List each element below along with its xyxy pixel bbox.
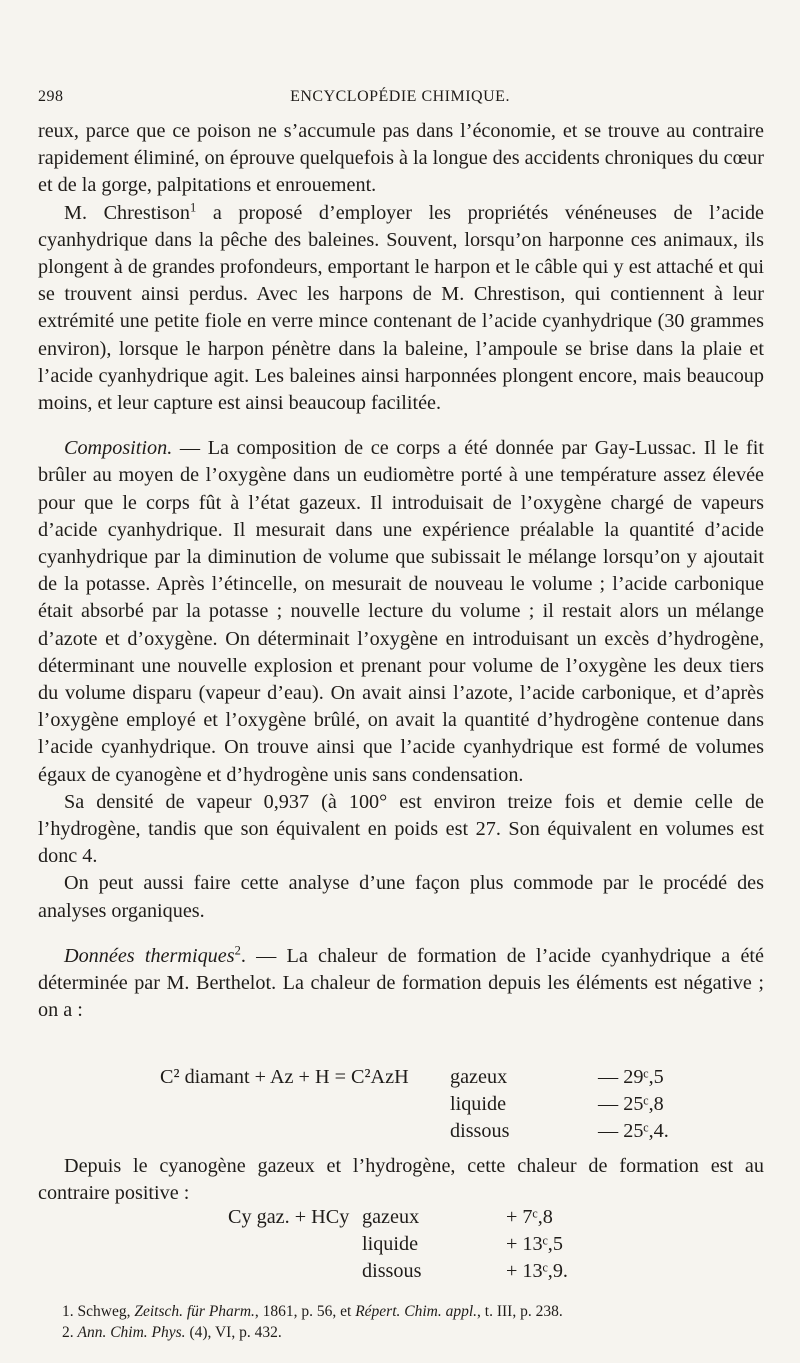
footnote-journal: Répert. Chim. appl. <box>355 1303 478 1320</box>
equation-state: gazeux <box>450 1066 508 1088</box>
running-title: ENCYCLOPÉDIE CHIMIQUE. <box>290 88 510 105</box>
footnote-text: Schweg, <box>77 1303 135 1320</box>
paragraph-densite: Sa densité de vapeur 0,937 (à 100° est environ treize fois et demie celle de l’hydrogène, tandis que son équivalent en poids est 27. Son équivalent en volumes est donc 4. <box>38 790 764 868</box>
footnote <box>62 1322 762 1343</box>
body-text <box>38 118 764 1025</box>
paragraph-text: — La composition de ce corps a été donnée par Gay-Lussac. Il le fit brûler au moyen de l’oxygène dans un eudiomètre porté à une température assez élevée pour que le corps fût à l’état gazeux. Il introduisait de l’oxygène chargé de vapeurs d’acide cyanhydrique. Il mesurait dans une expérience préalable la quantité d’acide cyanhydrique par la diminution de volume que subissait le mélange lorsqu’on y ajoutait de la potasse. Après l’étincelle, on mesurait de nouveau le volume ; l’acide carbonique était absorbé par la potasse ; nouvelle lecture du volume ; il restait alors un mélange d’azote et d’oxygène. On déterminait l’oxygène en introduisant un excès d’hydrogène, déterminant une nouvelle explosion et prenant pour volume de l’oxygène les deux tiers du volume disparu (vapeur d’eau). On avait ainsi l’azote, l’acide carbonique, et d’après l’oxygène employé et l’oxygène brûlé, on avait la quantité d’hydrogène contenue dans l’acide cyanhydrique. On trouve ainsi que l’acide cyanhydrique est formé de volumes égaux de cyanogène et d’hydrogène unis sans condensation. <box>38 437 764 786</box>
equation-value: — 29ᶜ,5 <box>598 1066 664 1088</box>
equation-state: dissous <box>450 1120 510 1142</box>
footnote-text: (4), VI, p. 432. <box>185 1324 282 1341</box>
section-heading-thermiques: Données thermiques <box>64 944 235 967</box>
paragraph-lead: M. Chrestison <box>64 201 190 224</box>
footnote-ref-2: 2 <box>234 943 241 958</box>
equation-value: + 13ᶜ,5 <box>506 1233 563 1255</box>
equation-state: dissous <box>362 1260 422 1282</box>
footnote-number: 2. <box>62 1324 74 1341</box>
equation-lhs: Cy gaz. + HCy <box>228 1206 350 1228</box>
page-number: 298 <box>38 88 64 105</box>
paragraph-composition <box>38 435 764 789</box>
footnote-text: , t. III, p. 238. <box>477 1303 563 1320</box>
equation-row <box>38 1233 764 1260</box>
page-header <box>38 88 762 114</box>
equation-value: — 25ᶜ,8 <box>598 1093 664 1115</box>
paragraph-thermiques <box>38 943 764 1025</box>
footnotes <box>62 1301 762 1343</box>
paragraph-continuation: reux, parce que ce poison ne s’accumule pas dans l’économie, et se trouve au contraire rapidement éliminé, on éprouve quelquefois à la longue des accidents chroniques du cœur et de la gorge, palpitations et enrouement. <box>38 120 764 197</box>
paragraph-chrestison <box>38 200 764 418</box>
equation-value: + 7ᶜ,8 <box>506 1206 553 1228</box>
footnote-text: , 1861, p. 56, et <box>254 1303 356 1320</box>
equation-state: liquide <box>362 1233 419 1255</box>
equation-value: + 13ᶜ,9. <box>506 1260 568 1282</box>
equation-row <box>38 1206 764 1233</box>
footnote-journal: Zeitsch. für Pharm. <box>134 1303 255 1320</box>
footnote-number: 1. <box>62 1303 74 1320</box>
paragraph-text: a proposé d’employer les propriétés vénéneuses de l’acide cyanhydrique dans la pêche des baleines. Souvent, lorsqu’on harponne ces animaux, ils plongent à de grandes profondeurs, emportant le harpon et le câble qui y est attaché et qui se trouvent ainsi perdus. Avec les harpons de M. Chrestison, qui contiennent à leur extrémité une petite fiole en verre mince contenant de l’acide cyanhydrique (30 grammes environ), lorsque le harpon pénètre dans la baleine, l’ampoule se brise dans la plaie et l’acide cyanhydrique agit. Les baleines ainsi harponnées plongent encore, mais beaucoup moins, et leur capture est ainsi beaucoup facilitée. <box>38 201 765 415</box>
paragraph-positive: Depuis le cyanogène gazeux et l’hydrogène, cette chaleur de formation est au contraire positive : <box>38 1155 764 1205</box>
equation-state: liquide <box>450 1093 507 1115</box>
equation-value: — 25ᶜ,4. <box>598 1120 669 1142</box>
section-heading-composition: Composition. <box>64 437 173 460</box>
equation-lhs: C² diamant + Az + H = C²AzH <box>160 1066 409 1088</box>
equation-row <box>38 1260 764 1287</box>
paragraph-text: . — La chaleur de formation de l’acide cyanhydrique a été déterminée par M. Berthelot. La chaleur de formation depuis les éléments est négative ; on a : <box>38 944 764 1022</box>
body-text-2 <box>38 1153 764 1207</box>
equation-state: gazeux <box>362 1206 420 1228</box>
footnote <box>62 1301 762 1322</box>
equation-row <box>38 1093 764 1120</box>
paragraph-analyse: On peut aussi faire cette analyse d’une façon plus commode par le procédé des analyses organiques. <box>38 872 764 922</box>
equation-row <box>38 1066 764 1093</box>
footnote-journal: Ann. Chim. Phys. <box>77 1324 186 1341</box>
equation-row <box>38 1120 764 1147</box>
footnote-ref-1: 1 <box>189 199 197 214</box>
